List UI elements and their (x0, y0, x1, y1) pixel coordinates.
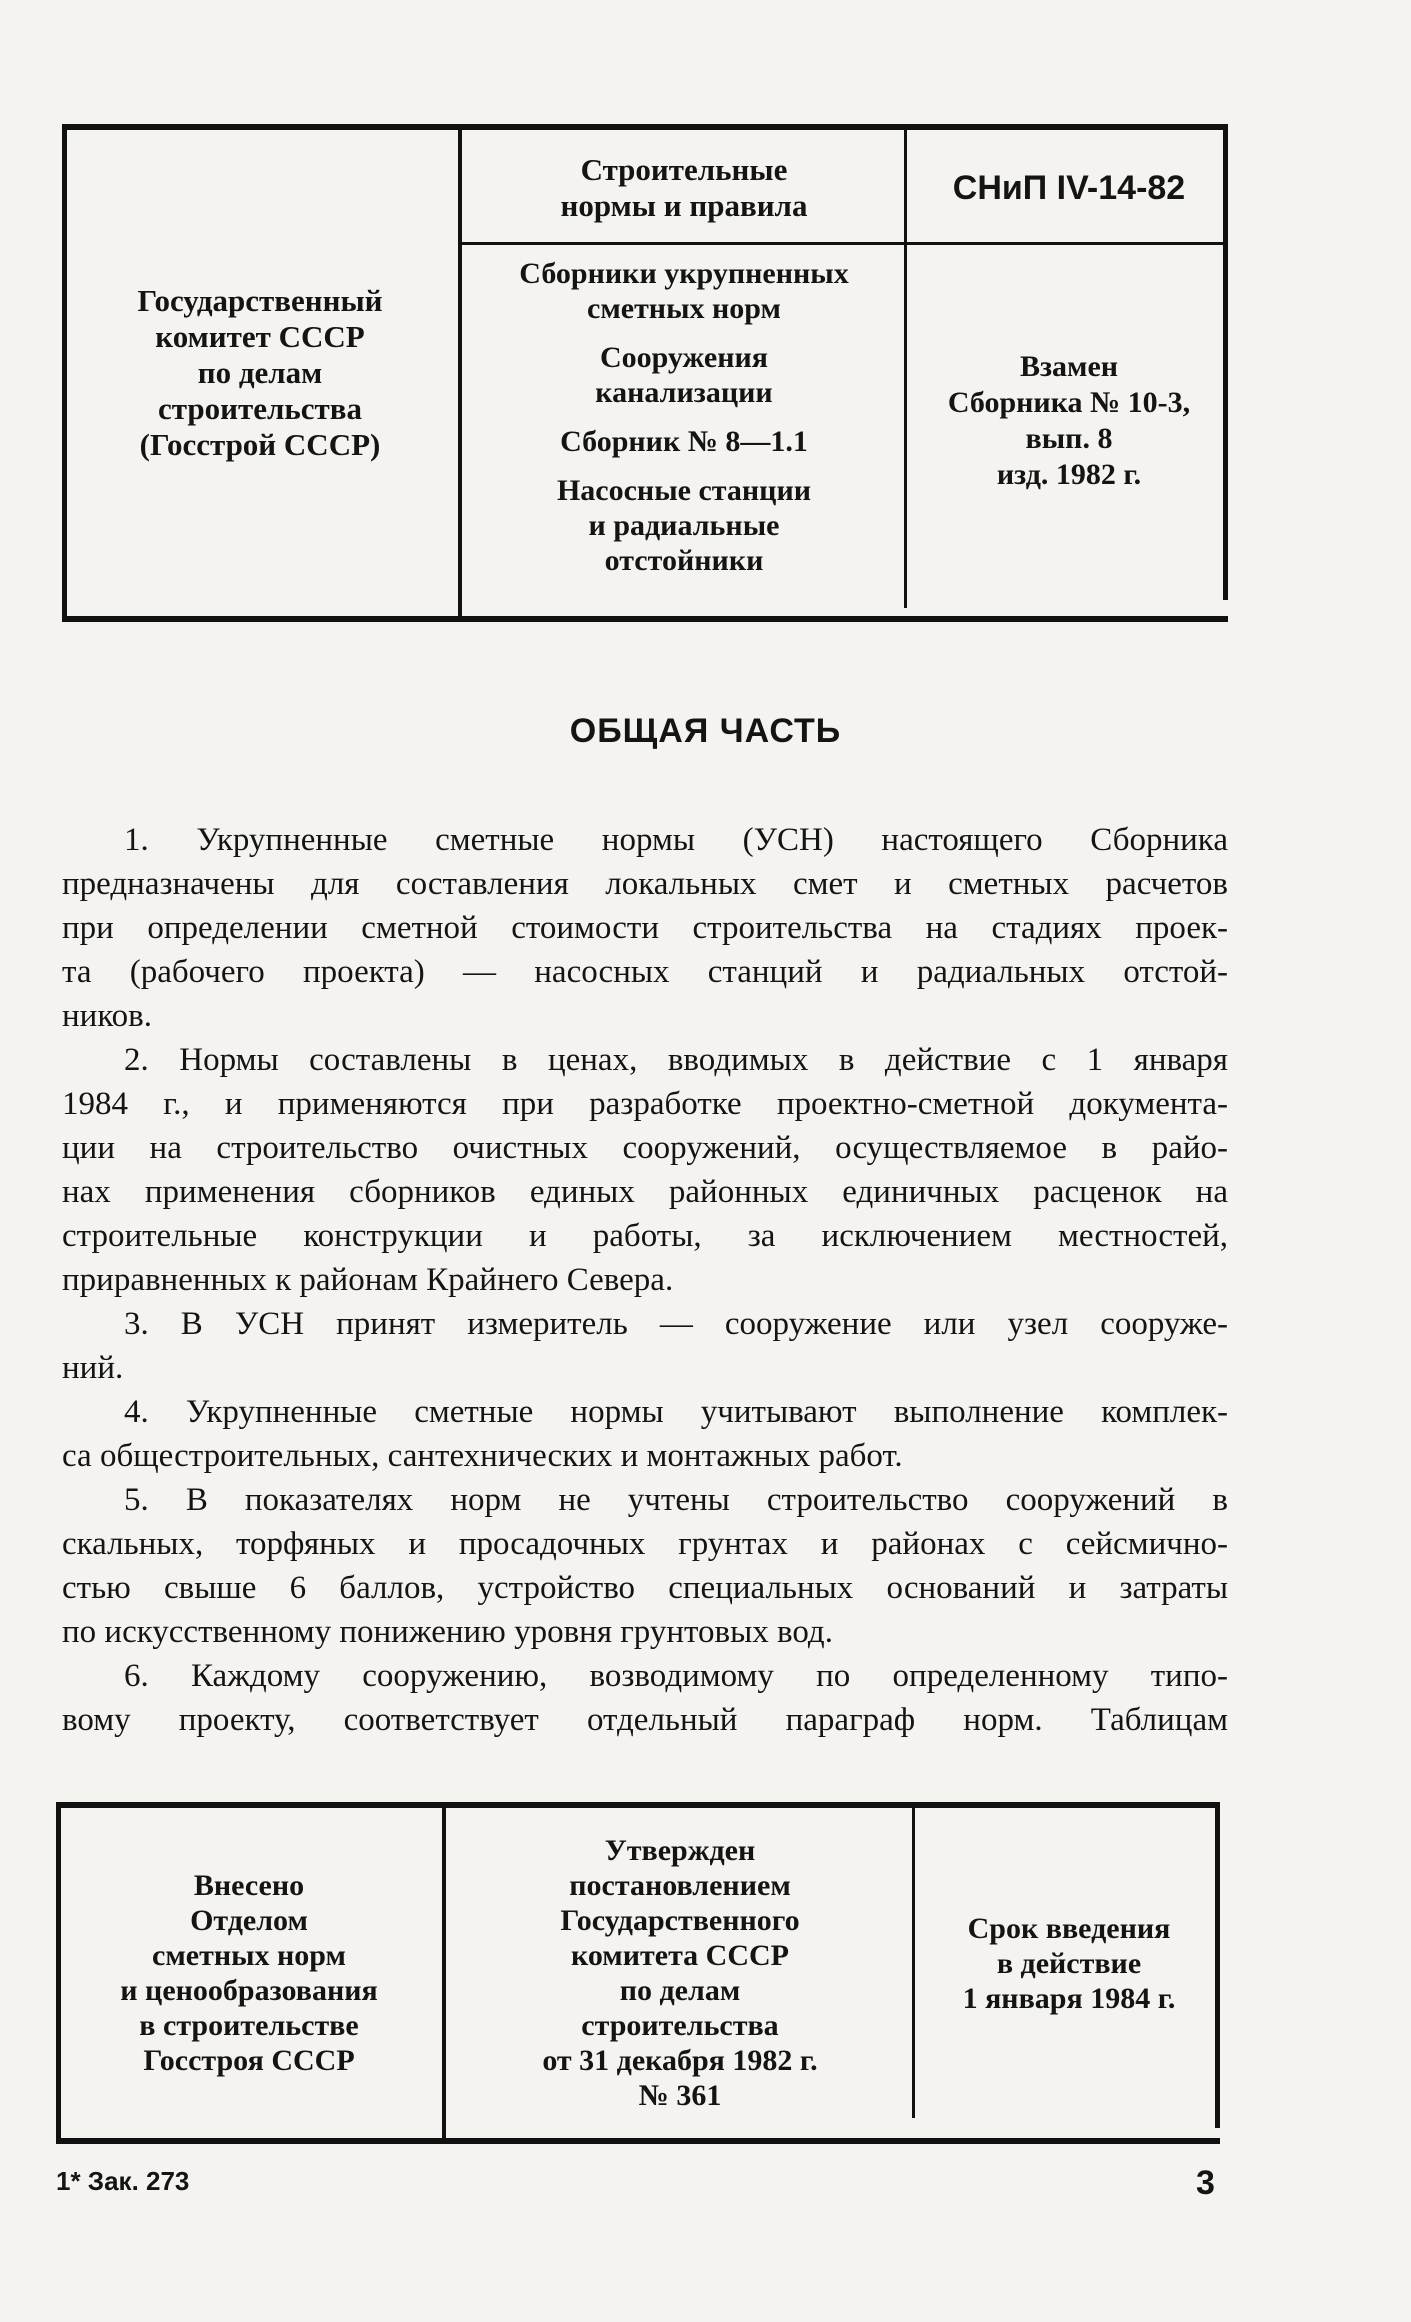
replaces-line: Сборника № 10-3, (947, 386, 1191, 419)
effective-line: 1 января 1984 г. (962, 1981, 1176, 2015)
header-table (62, 124, 1228, 622)
text-line: 3. В УСН принят измеритель — сооружение или узел сооруже- (124, 1306, 1228, 1342)
approved-line: Государственного (560, 1904, 800, 1937)
subject-line: отстойники (604, 544, 764, 577)
divider-2 (904, 130, 907, 608)
structures-line: Сооружения (599, 341, 769, 374)
collection-number: Сборник № 8—1.1 (560, 425, 808, 458)
section-title: ОБЩАЯ ЧАСТЬ (569, 712, 842, 750)
text-line: нах применения сборников единых районных единичных расценок на (62, 1174, 1228, 1210)
text-line: ции на строительство очистных сооружений, осуществляемое в райо- (62, 1130, 1228, 1166)
approved-line: по делам (619, 1974, 741, 2007)
structures-line: канализации (595, 376, 773, 409)
approved-cell (448, 1808, 912, 2138)
text-line: вому проекту, соответствует отдельный параграф норм. Таблицам (62, 1702, 1228, 1738)
subject-line: Насосные станции (556, 474, 812, 507)
text-line: 5. В показателях норм не учтены строительство сооружений в (124, 1482, 1228, 1518)
submitted-line: в строительстве (139, 2009, 359, 2042)
order-number: 1* Зак. 273 (56, 2166, 190, 2196)
org-line: строительства (158, 391, 362, 426)
text-line: при определении сметной стоимости строительства на стадиях проек- (62, 910, 1228, 946)
submitted-line: сметных норм (152, 1939, 346, 1972)
norms-title-cell (464, 142, 904, 234)
submitted-cell (56, 1808, 442, 2138)
submitted-line: и ценообразования (120, 1974, 378, 2007)
approved-line: постановлением (569, 1869, 791, 1902)
text-line: предназначены для составления локальных смет и сметных расчетов (62, 866, 1228, 902)
norms-title-line: Строительные (580, 152, 788, 187)
effective-date-cell (918, 1808, 1220, 2118)
replaces-line: изд. 1982 г. (996, 458, 1142, 491)
norms-title-line: нормы и правила (560, 188, 808, 223)
submitted-line: Госстроя СССР (143, 2044, 355, 2077)
effective-line: Срок введения (967, 1911, 1171, 1945)
approved-line: от 31 декабря 1982 г. (542, 2044, 818, 2077)
page-number: 3 (1196, 2164, 1215, 2202)
text-line: 2. Нормы составлены в ценах, вводимых в действие с 1 января (124, 1042, 1228, 1078)
text-line: 1984 г., и применяются при разработке проектно-сметной документа- (62, 1086, 1228, 1122)
effective-line: в действие (996, 1946, 1142, 1980)
collection-title-line: сметных норм (587, 292, 781, 325)
text-line: приравненных к районам Крайнего Севера. (62, 1262, 674, 1298)
divider-2 (912, 1808, 915, 2118)
replaces-line: вып. 8 (1025, 422, 1113, 455)
submitted-line: Внесено (193, 1869, 305, 1902)
paragraph-2 (62, 1038, 1228, 1302)
paragraph-4 (62, 1390, 1228, 1478)
text-line: 4. Укрупненные сметные нормы учитывают выполнение комплек- (124, 1394, 1228, 1430)
replaces-cell (910, 256, 1228, 586)
paragraph-3 (62, 1302, 1228, 1390)
header-row-divider (462, 242, 1228, 245)
document-code: СНиП IV-14-82 (952, 168, 1186, 207)
organization-cell (62, 130, 458, 616)
text-line: та (рабочего проекта) — насосных станций и радиальных отстой- (62, 954, 1228, 990)
paragraph-6 (62, 1654, 1228, 1742)
approved-line: № 361 (638, 2079, 722, 2112)
paragraph-1 (62, 818, 1228, 1038)
approved-line: комитета СССР (570, 1939, 789, 1972)
footer-table (56, 1802, 1220, 2144)
collection-cell (464, 256, 904, 606)
divider-1 (458, 130, 462, 616)
org-line: комитет СССР (155, 319, 365, 354)
text-line: строительные конструкции и работы, за исключением местностей, (62, 1218, 1228, 1254)
text-line: скальных, торфяных и просадочных грунтах и районах с сейсмично- (62, 1526, 1228, 1562)
text-line: 6. Каждому сооружению, возводимому по определенному типо- (124, 1658, 1228, 1694)
body-text (62, 818, 1228, 1742)
divider-1 (442, 1808, 446, 2138)
submitted-line: Отделом (190, 1904, 308, 1937)
text-line: ний. (62, 1350, 124, 1386)
text-line: са общестроительных, сантехнических и монтажных работ. (62, 1438, 903, 1474)
text-line: ников. (62, 998, 153, 1034)
org-line: Государственный (137, 283, 383, 318)
org-line: (Госстрой СССР) (139, 427, 381, 462)
collection-title-line: Сборники укрупненных (519, 257, 849, 290)
approved-line: Утвержден (604, 1834, 756, 1867)
text-line: по искусственному понижению уровня грунтовых вод. (62, 1614, 833, 1650)
text-line: 1. Укрупненные сметные нормы (УСН) настоящего Сборника (124, 822, 1228, 858)
subject-line: и радиальные (588, 509, 780, 542)
paragraph-5 (62, 1478, 1228, 1654)
approved-line: строительства (581, 2009, 779, 2042)
org-line: по делам (197, 355, 323, 390)
replaces-line: Взамен (1019, 350, 1119, 383)
text-line: стью свыше 6 баллов, устройство специальных оснований и затраты (62, 1570, 1228, 1606)
